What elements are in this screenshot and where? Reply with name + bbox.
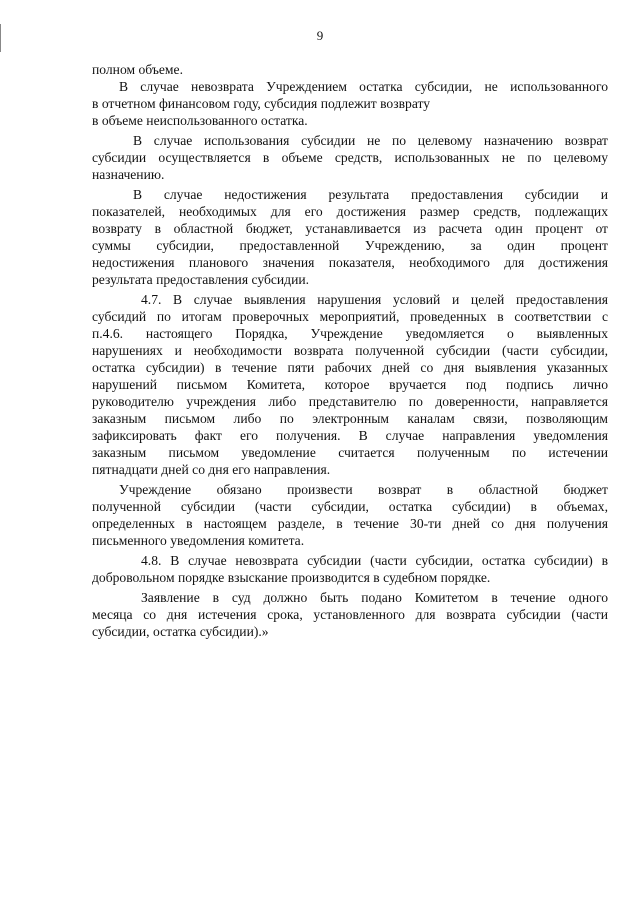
text-line: заказным письмом либо по электронным каналам связи, позволяющим <box>92 411 608 426</box>
text-line: недостижения планового значения показателя, необходимого для достижения <box>92 255 608 270</box>
text-line: назначению. <box>92 167 165 182</box>
text-line: субсидии осуществляется в объеме средств, использованных не по целевому <box>92 150 608 165</box>
text-line: Заявление в суд должно быть подано Комитетом в течение одного <box>141 590 608 605</box>
text-line: субсидий по итогам проверочных мероприятий, проведенных в соответствии с <box>92 309 608 324</box>
text-line: полученной субсидии (части субсидии, остатка субсидии) в объемах, <box>92 499 608 514</box>
text-line: показателей, необходимых для его достижения размер средств, подлежащих <box>92 204 608 219</box>
text-line: пятнадцати дней со дня его направления. <box>92 462 331 477</box>
text-line: полном объеме. <box>92 62 183 77</box>
text-line: результата предоставления субсидии. <box>92 272 310 287</box>
text-line: месяца со дня истечения срока, установленного для возврата субсидии (части <box>92 607 608 622</box>
text-line: в отчетном финансовом году, субсидия подлежит возврату <box>92 96 431 111</box>
text-line: нарушениях и необходимости возврата полученной субсидии (части субсидии, <box>92 343 608 358</box>
text-line: определенных в настоящем разделе, в течение 30-ти дней со дня получения <box>92 516 608 531</box>
text-line: В случае невозврата Учреждением остатка субсидии, не использованного <box>119 79 608 94</box>
text-line: заказным письмом уведомление считается полученным по истечении <box>92 445 608 460</box>
text-line: суммы субсидии, предоставленной Учреждению, за один процент <box>92 238 608 253</box>
text-line: возврату в областной бюджет, устанавливается из расчета один процент от <box>92 221 608 236</box>
text-line: В случае недостижения результата предоставления субсидии и <box>133 187 608 202</box>
text-line: в объеме неиспользованного остатка. <box>92 113 308 128</box>
text-line: остатка субсидии) в течение пяти рабочих дней со дня выявления указанных <box>92 360 608 375</box>
text-line: В случае использования субсидии не по целевому назначению возврат <box>133 133 608 148</box>
text-line: 4.7. В случае выявления нарушения условий и целей предоставления <box>141 292 608 307</box>
text-line: зафиксировать факт его получения. В случае направления уведомления <box>92 428 608 443</box>
text-line: руководителю учреждения либо представителю по доверенности, направляется <box>92 394 608 409</box>
text-line: 4.8. В случае невозврата субсидии (части субсидии, остатка субсидии) в <box>141 553 608 568</box>
page-number: 9 <box>316 28 324 43</box>
text-line: письменного уведомления комитета. <box>92 533 305 548</box>
text-line: субсидии, остатка субсидии).» <box>92 624 269 639</box>
text-line: добровольном порядке взыскание производится в судебном порядке. <box>92 570 491 585</box>
text-line: Учреждение обязано произвести возврат в областной бюджет <box>119 482 608 497</box>
text-line: п.4.6. настоящего Порядка, Учреждение уведомляется о выявленных <box>92 326 608 341</box>
text-line: нарушений письмом Комитета, которое вручается под подпись лично <box>92 377 608 392</box>
